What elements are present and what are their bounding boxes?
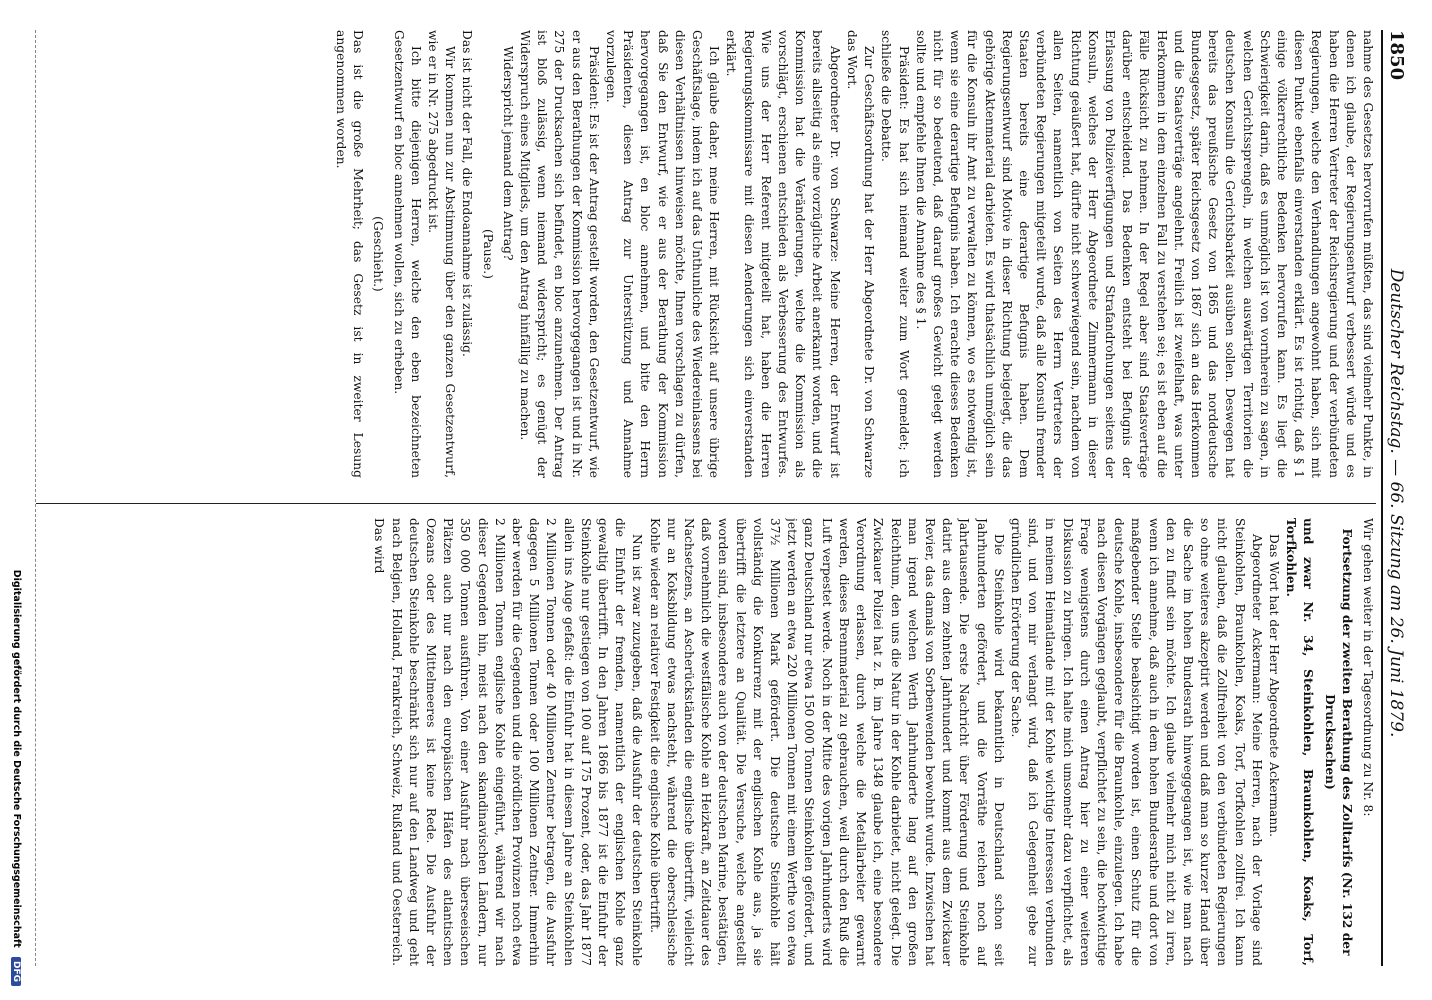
left-column [36, 30, 1376, 478]
paragraph: nahme des Gesetzes hervorrufen müßten, das sind vielmehr Punkte, in denen ich glaube, der Regierungsentwurf verbessert würde und es haben die Herren Vertreter der Reichsregierung und der verbündeten Regierungen, welche den Verhandlungen angewohnt haben, sich mit diesen Punkte ebenfalls einverstanden erklärt. Es ist richtig, daß § 1 einige völkerrechtliche Bedenken hervorrufen kann. Es liegt die Schwierigkeit darin, daß es unmöglich ist von vornherein zu sagen, in welchen Gerichtssprengeln, in welchen auswärtigen Territorien die deutschen Konsuln die Gerichtsbarkeit ausüben sollen. Deswegen hat bereits das preußische Gesetz von 1865 und das norddeutsche Bundesgesetz, später Reichsgesetz von 1867 sich an das Herkommen und die Staatsverträge angelehnt. Freilich ist zweifelhaft, was unter Herkommen in dem einzelnen Fall zu verstehen sei; es ist eben auf die Fälle Rücksicht zu nehmen. In der Regel aber sind Staatsverträge darüber entscheidend. Das Bedenken entsteht bei Befugnis der Erlassung von Polizeiverfügungen und Strafandrohungen seitens der Konsuln, welches der Herr Abgeordnete Zimmermann in dieser Richtung geäußert hat, dürfte nicht schwerwiegend sein, nachdem von allen Seiten, namentlich von Seiten des Herrn Vertreters der verbündeten Regierungen mitgeteilt wurde, daß alle Konsuln fremder Staaten bereits eine derartige Befugnis haben. Dem Regierungsentwurf sind Motive in dieser Richtung beigelegt, die das gehörige Aktenmaterial darbieten. Es wird thatsächlich unmöglich sein für die Konsuln ihr Amt zu verwalten zu können, wo es notwendig ist, wenn sie eine derartige Befugnis haben. Ich erachte dieses Bedenken nicht für so bedeutend, daß darauf großes Gewicht gelegt werden sollte und empfehle Ihnen die Annahme des § 1. [913, 30, 1375, 478]
paragraph: Das Wort hat der Herr Abgeordnete Ackermann. [1266, 534, 1281, 838]
paragraph: Abgeordneter Ackermann: Meine Herren, nach der Vorlage sind Steinkohlen, Braunkohlen, Koaks, Torf, Torfkohlen zollfrei. Ich kann nicht glauben, daß die Zollfreiheit von den verbündeten Regierungen so ohne weiteres akzeptirt werden und daß man so kurzer Hand über die Sache im hohen Bundesrath hinweggegangen ist, wie man nach den zu findt sein möchte. Ich glaube vielmehr mich nicht zu irren, wenn ich annehme, daß auch in dem hohen Bundesrathe und dort von maßgebender Stelle beabsichtigt worden ist, einen Schutz für die deutsche Kohle, insbesondere für die Braunkohle, einzulegen. Ich habe nach diesen Vorgängen geglaubt, verpflichtet zu sein, die hochwichtige Frage wenigstens durch einen Antrag hier zu einer weiteren Diskussion zu bringen. Ich halte mich umsomehr dazu verpflichtet, als in meinem Heimatlande mit der Kohle wichtige Interessen verbunden sind, und von mir verlangt wird, daß ich Gelegenheit gebe zur gründlichen Erörterung der Sache. [1008, 518, 1264, 966]
paragraph: Abgeordneter Dr. von Schwarze: Meine Herren, der Entwurf ist bereits allseitig als eine vorzügliche Arbeit anerkannt worden, und die Kommission hat die Veränderungen, welche die Kommission als vorschlägt, erschienen entschieden als Verbesserung des Entwurfes. Wie uns der Herr Referent mitgeteilt hat, haben die Herren Regierungskommissare mit diesen Aenderungen sich einverstanden erklärt. [724, 30, 842, 478]
paragraph: Nun ist zwar zuzugeben, daß die Ausfuhr der deutschen Steinkohle die Einfuhr der fremden, namentlich der englischen Kohle ganz gewaltig übertrifft. In den Jahren 1866 bis 1877 ist die Einfuhr der Steinkohle nur gestiegen von 100 auf 175 Prozent, oder, das Jahr 1877 allein ins Auge gefaßt: die Einfuhr hat in diesem Jahre an Steinkohlen 2 Millionen Tonnen oder 40 Millionen Zentner betragen, die Ausfuhr dagegen 5 Millionen Tonnen oder 100 Millionen Zentner. Immerhin aber werden für die Gegenden und die nördlichen Provinzen noch etwa 2 Millionen Tonnen englische Kohle eingeführt, während wir nach dieser Gegenden hin, meist nach den skandinavischen Ländern, nur 350 000 Tonnen ausführen. Von einer Ausfuhr nach überseeischen Plätzen auch nur nach den europäischen Häfen des atlantischen Ozeans oder des Mittelmeeres ist keine Rede. Die Ausfuhr der deutschen Steinkohle beschränkt sich nur auf den Landweg und geht nach Belgien, Holland, Frankreich, Schweiz, Rußland und Oesterreich. Das wird [372, 518, 645, 966]
paragraph: Ich bitte diejenigen Herren, welche den eben bezeichneten Gesetzentwurf en bloc annehmen wollen, sich zu erheben. [391, 30, 423, 478]
column-divider [36, 503, 1376, 504]
page-header [1381, 30, 1422, 966]
running-head: Deutscher Reichstag. — 66. Sitzung am 26. Juni 1879. [1386, 268, 1406, 738]
paragraph: Zur Geschäftsordnung hat der Herr Abgeordnete Dr. von Schwarze das Wort. [844, 30, 877, 478]
scan-edge [35, 30, 36, 966]
page-number: 1850 [1386, 30, 1407, 81]
digitization-note [4, 16, 22, 986]
agenda-title: Fortsetzung der zweiten Berathung des Zolltarifs (Nr. 132 der Drucksachen) [1322, 528, 1354, 956]
paragraph: Die Steinkohle wird bekanntlich in Deutschland schon seit Jahrhunderten gefördert, und die Vorräthe reichen noch auf Jahrtausende. Die erste Nachricht über Förderung und Steinkohle datirt aus dem zehnten Jahrhundert und kommt aus dem Zwickauer Revier, das damals von Sorbenwenden bewohnt wurde. Inzwischen hat man irgend welchen Werth Jahrhunderte lang auf den großen Reichthum, den uns die Natur in der Kohle darbietet, nicht gelegt. Die Zwickauer Polizei hat z. B. im Jahre 1348 glaube ich, eine besondere Verordnung erlassen, durch welche die Metallarbeiter gewarnt werden, dieses Brennmaterial zu gebrauchen, weil durch den Ruß die Luft verpestet werde. Noch in der Mitte des vorigen Jahrhunderts wird ganz Deutschland nur etwa 150 000 Tonnen Steinkohlen gefördert, und jetzt werden an etwa 220 Millionen Tonnen mit einem Werthe von etwa 37½ Millionen Mark gefördert. Die deutsche Steinkohle hält vollständig die Konkurrenz mit der englischen Kohle aus, ja sie übertrifft die letztere an Qualität. Die Versuche, welche angestellt worden sind, insbesondere auch von der deutschen Marine, bestätigen, daß vornehmlich die westfälische Kohle an Heizkraft, an Zeitdauer des Nachsetzens, an Ascherückständen die englische übertrifft, vielleicht nur an Koksbildung etwas nachsteht, während die oberschlesische Kohle wieder an relativer Festigkeit die englische Kohle übertrifft. [647, 518, 1006, 966]
paragraph: Widerspricht jemand dem Antrag? [500, 46, 515, 261]
paragraph: Ich glaube daher, meine Herren, mit Rücksicht auf unsere übrige Geschäftslage, indem ich auf das Unthunliche des Wiedereinlassens bei diesen Verhältnissen hinweisen möchte, Ihnen vorschlagen zu dürfen, daß Sie den Entwurf, wie er aus der Berathung der Kommission hervorgegangen ist, en bloc annehmen, und bitte den Herrn Präsidenten, diesen Antrag zur Unterstützung und Annahme vorzulegen. [604, 30, 722, 478]
paragraph: Präsident: Es hat sich niemand weiter zum Wort gemeldet; ich schließe die Debatte. [879, 30, 911, 478]
paragraph: Wir kommen nun zur Abstimmung über den ganzen Gesetzentwurf, wie er in Nr. 275 abgedruckt ist. [426, 30, 458, 478]
paragraph: und zwar Nr. 34, Steinkohlen, Braunkohlen, Koaks, Torf, Torfkohlen. [1284, 518, 1316, 966]
paragraph: Wir gehen weiter in der Tagesordnung zu Nr. 8: [1361, 518, 1375, 817]
paragraph: Das ist die große Mehrheit; das Gesetz ist in zweiter Lesung angenommen worden. [334, 30, 366, 478]
stage-direction: (Geschieht.) [371, 216, 386, 292]
digitization-text: Digitalisierung gefördert durch die Deutsche Forschungsgemeinschaft [11, 569, 22, 948]
right-column [36, 518, 1376, 966]
paragraph: Präsident: Es ist der Antrag gestellt worden, den Gesetzentwurf, wie er aus den Berathungen der Kommission hervorgegangen ist und in Nr. 275 der Drucksachen sich befindet, en bloc anzunehmen. Der Antrag ist bloß zulässig, wenn niemand widerspricht; es genügt der Widerspruch eines Mitglieds, um den Antrag hinfällig zu machen. [518, 30, 601, 478]
dfg-logo: DFG [11, 957, 21, 986]
paragraph: Das ist nicht der Fall, die Endoannahme ist zulässig. [460, 30, 475, 357]
stage-direction: (Pause.) [480, 228, 495, 280]
